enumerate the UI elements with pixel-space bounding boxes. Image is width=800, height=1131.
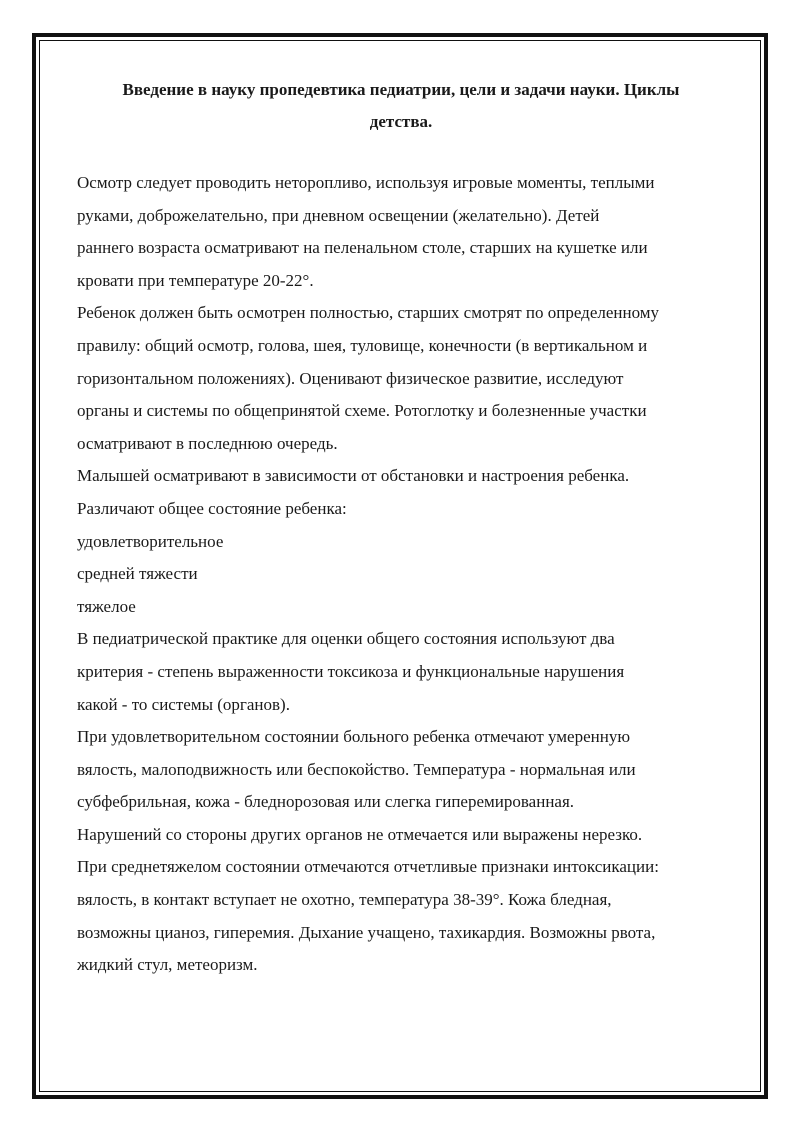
list-item: тяжелое: [77, 596, 136, 616]
document-body: [77, 167, 725, 982]
text-line: При среднетяжелом состоянии отмечаются отчетливые признаки интоксикации:: [77, 857, 659, 877]
text-line: органы и системы по общепринятой схеме. Ротоглотку и болезненные участки: [77, 401, 647, 421]
text-line: осматривают в последнюю очередь.: [77, 433, 338, 453]
text-line: В педиатрической практике для оценки общего состояния используют два: [77, 629, 615, 649]
title-line: детства.: [369, 112, 433, 131]
text-line: критерия - степень выраженности токсикоза и функциональные нарушения: [77, 661, 625, 681]
text-line: жидкий стул, метеоризм.: [77, 955, 258, 975]
text-line: вялость, малоподвижность или беспокойство. Температура - нормальная или: [77, 759, 636, 779]
text-line: Ребенок должен быть осмотрен полностью, старших смотрят по определенному: [77, 303, 660, 323]
text-line: вялость, в контакт вступает не охотно, температура 38-39°. Кожа бледная,: [77, 890, 612, 910]
text-line: руками, доброжелательно, при дневном освещении (желательно). Детей: [77, 205, 600, 225]
list-item: удовлетворительное: [77, 531, 224, 551]
text-line: Нарушений со стороны других органов не отмечается или выражены нерезко.: [77, 824, 643, 844]
document-title: [77, 74, 725, 138]
text-line: какой - то системы (органов).: [77, 694, 290, 714]
text-line: Осмотр следует проводить неторопливо, используя игровые моменты, теплыми: [77, 173, 655, 192]
text-line: возможны цианоз, гиперемия. Дыхание учащено, тахикардия. Возможны рвота,: [77, 922, 656, 942]
text-line: горизонтальном положениях). Оценивают физическое развитие, исследуют: [77, 368, 624, 388]
list-item: средней тяжести: [77, 564, 198, 584]
text-line: раннего возраста осматривают на пеленальном столе, старших на кушетке или: [77, 238, 648, 258]
text-line: правилу: общий осмотр, голова, шея, туловище, конечности (в вертикальном и: [77, 335, 648, 355]
title-line: Введение в науку пропедевтика педиатрии, цели и задачи науки. Циклы: [122, 80, 680, 99]
text-line: Различают общее состояние ребенка:: [77, 498, 347, 518]
text-line: Малышей осматривают в зависимости от обстановки и настроения ребенка.: [77, 466, 630, 486]
document-content: [77, 74, 725, 982]
text-line: кровати при температуре 20-22°.: [77, 270, 314, 290]
text-line: При удовлетворительном состоянии больного ребенка отмечают умеренную: [77, 727, 631, 747]
text-line: субфебрильная, кожа - бледнорозовая или слегка гиперемированная.: [77, 792, 575, 812]
